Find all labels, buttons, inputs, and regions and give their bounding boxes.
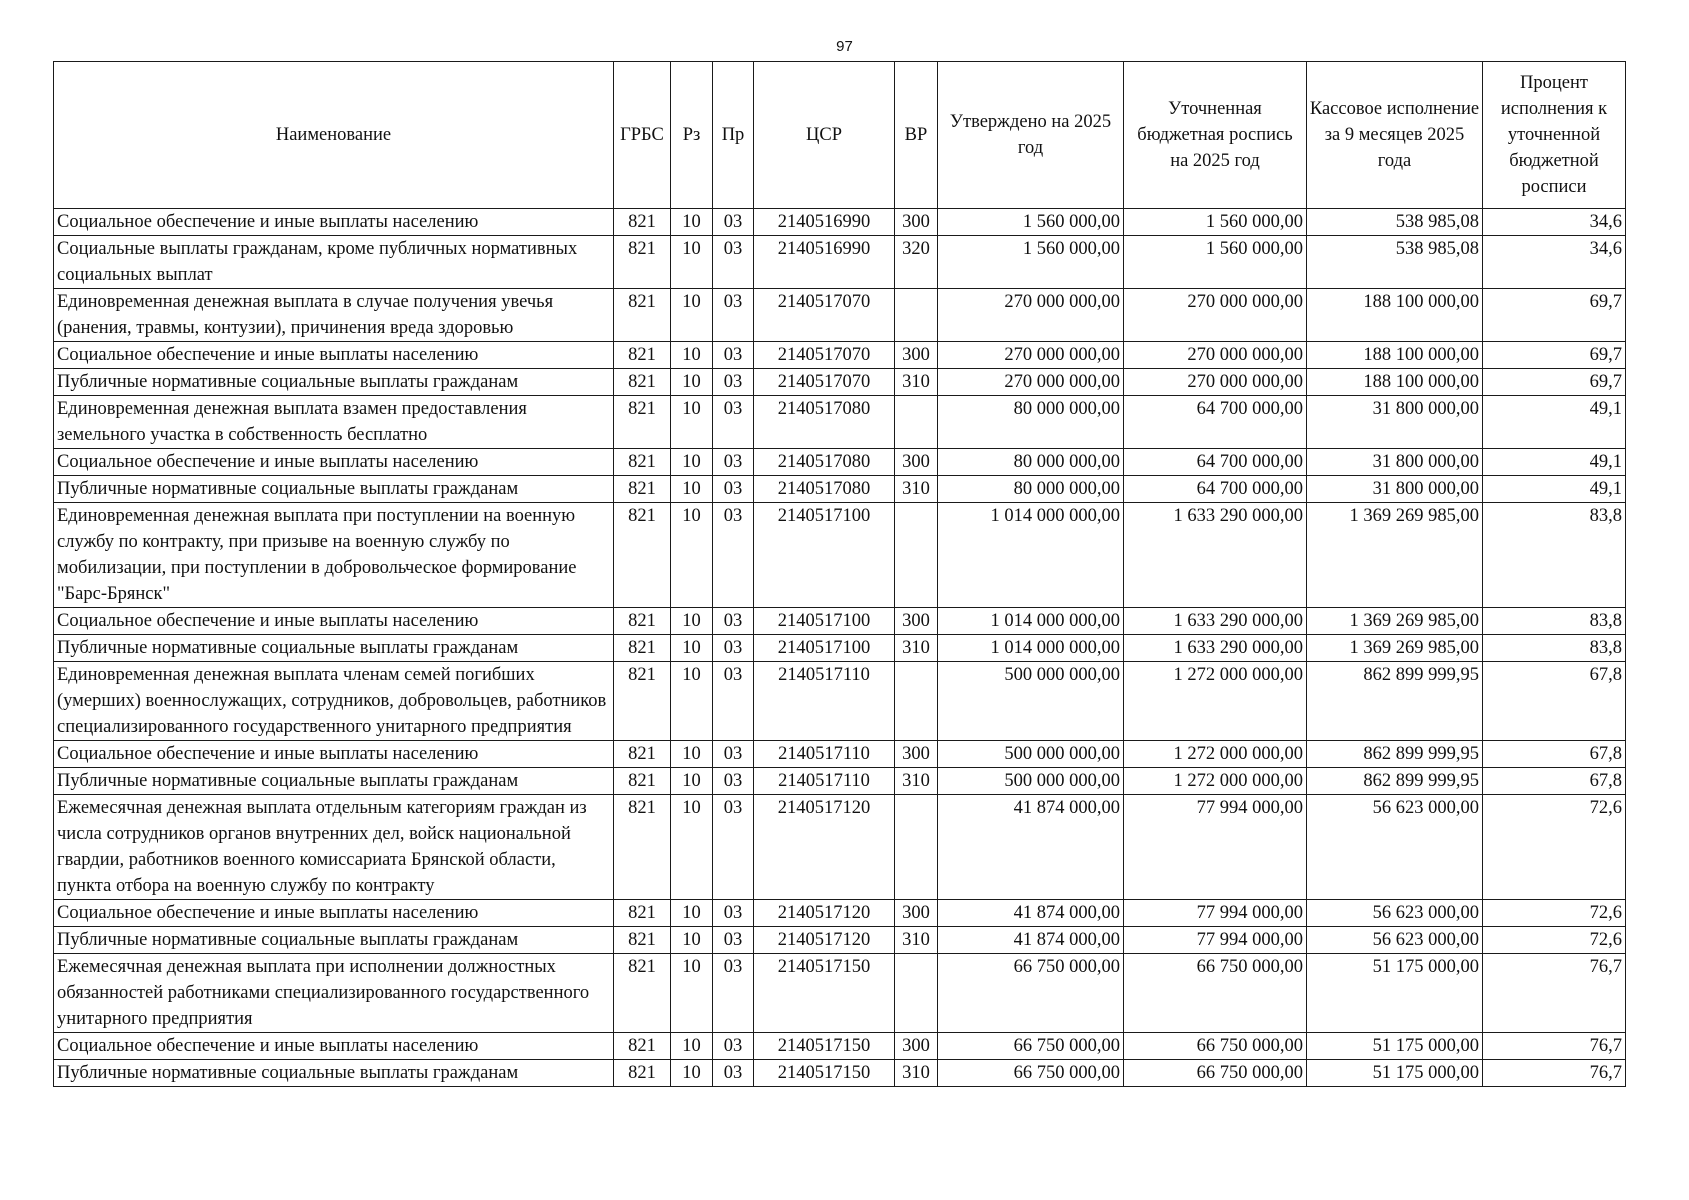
cell-refined: 1 560 000,00 (1124, 209, 1307, 236)
cell-approved: 66 750 000,00 (938, 1033, 1124, 1060)
cell-pr: 03 (713, 608, 754, 635)
cell-percent: 34,6 (1483, 209, 1626, 236)
cell-name: Единовременная денежная выплата в случае получения увечья (ранения, травмы, контузии), причинения вреда здоровью (54, 289, 614, 342)
cell-grbs: 821 (614, 927, 671, 954)
cell-approved: 500 000 000,00 (938, 768, 1124, 795)
cell-refined: 1 560 000,00 (1124, 236, 1307, 289)
cell-csr: 2140517100 (754, 635, 895, 662)
cell-csr: 2140517110 (754, 662, 895, 741)
cell-percent: 67,8 (1483, 768, 1626, 795)
cell-grbs: 821 (614, 954, 671, 1033)
cell-csr: 2140517150 (754, 1060, 895, 1087)
cell-rz: 10 (671, 1060, 713, 1087)
header-vr: ВР (895, 62, 938, 209)
cell-pr: 03 (713, 396, 754, 449)
table-row (54, 768, 1626, 795)
cell-percent: 83,8 (1483, 608, 1626, 635)
cell-grbs: 821 (614, 449, 671, 476)
cell-percent: 76,7 (1483, 1033, 1626, 1060)
cell-grbs: 821 (614, 476, 671, 503)
table-row (54, 289, 1626, 342)
cell-cash: 862 899 999,95 (1307, 768, 1483, 795)
cell-pr: 03 (713, 768, 754, 795)
cell-vr (895, 662, 938, 741)
cell-vr: 310 (895, 768, 938, 795)
cell-pr: 03 (713, 476, 754, 503)
cell-pr: 03 (713, 369, 754, 396)
table-row (54, 369, 1626, 396)
table-row (54, 1033, 1626, 1060)
cell-vr (895, 795, 938, 900)
cell-approved: 500 000 000,00 (938, 662, 1124, 741)
cell-percent: 49,1 (1483, 476, 1626, 503)
cell-csr: 2140517110 (754, 741, 895, 768)
cell-approved: 1 014 000 000,00 (938, 503, 1124, 608)
cell-grbs: 821 (614, 236, 671, 289)
cell-cash: 56 623 000,00 (1307, 927, 1483, 954)
cell-name: Ежемесячная денежная выплата при исполнении должностных обязанностей работниками специализированного государственного унитарного предприятия (54, 954, 614, 1033)
cell-vr: 310 (895, 1060, 938, 1087)
cell-cash: 1 369 269 985,00 (1307, 635, 1483, 662)
cell-cash: 1 369 269 985,00 (1307, 608, 1483, 635)
cell-percent: 49,1 (1483, 449, 1626, 476)
cell-vr: 300 (895, 342, 938, 369)
cell-approved: 66 750 000,00 (938, 954, 1124, 1033)
cell-percent: 72,6 (1483, 927, 1626, 954)
table-row (54, 449, 1626, 476)
cell-grbs: 821 (614, 396, 671, 449)
header-pr: Пр (713, 62, 754, 209)
cell-pr: 03 (713, 795, 754, 900)
cell-rz: 10 (671, 1033, 713, 1060)
cell-cash: 56 623 000,00 (1307, 900, 1483, 927)
header-refined: Уточненная бюджетная роспись на 2025 год (1124, 62, 1307, 209)
header-percent: Процент исполнения к уточненной бюджетной росписи (1483, 62, 1626, 209)
cell-approved: 80 000 000,00 (938, 449, 1124, 476)
cell-percent: 67,8 (1483, 741, 1626, 768)
cell-pr: 03 (713, 927, 754, 954)
cell-name: Публичные нормативные социальные выплаты гражданам (54, 476, 614, 503)
cell-csr: 2140516990 (754, 236, 895, 289)
cell-percent: 69,7 (1483, 342, 1626, 369)
cell-vr: 310 (895, 369, 938, 396)
cell-csr: 2140517100 (754, 503, 895, 608)
cell-cash: 51 175 000,00 (1307, 1033, 1483, 1060)
cell-grbs: 821 (614, 1033, 671, 1060)
cell-name: Социальное обеспечение и иные выплаты населению (54, 608, 614, 635)
cell-rz: 10 (671, 927, 713, 954)
cell-vr: 300 (895, 608, 938, 635)
cell-cash: 188 100 000,00 (1307, 289, 1483, 342)
cell-grbs: 821 (614, 741, 671, 768)
cell-csr: 2140517110 (754, 768, 895, 795)
cell-refined: 77 994 000,00 (1124, 900, 1307, 927)
cell-refined: 1 633 290 000,00 (1124, 635, 1307, 662)
cell-grbs: 821 (614, 369, 671, 396)
cell-vr: 300 (895, 1033, 938, 1060)
cell-approved: 1 014 000 000,00 (938, 635, 1124, 662)
table-row (54, 608, 1626, 635)
cell-pr: 03 (713, 449, 754, 476)
cell-rz: 10 (671, 608, 713, 635)
cell-refined: 1 633 290 000,00 (1124, 608, 1307, 635)
cell-rz: 10 (671, 236, 713, 289)
header-rz: Рз (671, 62, 713, 209)
cell-approved: 41 874 000,00 (938, 927, 1124, 954)
table-row (54, 236, 1626, 289)
cell-grbs: 821 (614, 662, 671, 741)
cell-approved: 1 560 000,00 (938, 236, 1124, 289)
cell-csr: 2140517080 (754, 476, 895, 503)
cell-vr (895, 289, 938, 342)
cell-refined: 66 750 000,00 (1124, 1060, 1307, 1087)
cell-grbs: 821 (614, 289, 671, 342)
cell-cash: 1 369 269 985,00 (1307, 503, 1483, 608)
table-row (54, 741, 1626, 768)
cell-refined: 64 700 000,00 (1124, 476, 1307, 503)
cell-csr: 2140517080 (754, 449, 895, 476)
cell-rz: 10 (671, 342, 713, 369)
cell-rz: 10 (671, 503, 713, 608)
cell-name: Социальное обеспечение и иные выплаты населению (54, 209, 614, 236)
cell-pr: 03 (713, 900, 754, 927)
cell-name: Единовременная денежная выплата членам семей погибших (умерших) военнослужащих, сотрудников, добровольцев, работников специализированного государственного унитарного предприятия (54, 662, 614, 741)
table-row (54, 900, 1626, 927)
cell-vr: 310 (895, 927, 938, 954)
table-row (54, 342, 1626, 369)
table-row (54, 503, 1626, 608)
cell-pr: 03 (713, 662, 754, 741)
cell-refined: 1 272 000 000,00 (1124, 741, 1307, 768)
cell-vr: 300 (895, 741, 938, 768)
cell-csr: 2140516990 (754, 209, 895, 236)
cell-approved: 500 000 000,00 (938, 741, 1124, 768)
cell-refined: 1 633 290 000,00 (1124, 503, 1307, 608)
cell-grbs: 821 (614, 503, 671, 608)
cell-vr: 300 (895, 900, 938, 927)
cell-rz: 10 (671, 449, 713, 476)
cell-grbs: 821 (614, 608, 671, 635)
cell-percent: 72,6 (1483, 795, 1626, 900)
cell-csr: 2140517120 (754, 900, 895, 927)
cell-cash: 31 800 000,00 (1307, 476, 1483, 503)
cell-refined: 77 994 000,00 (1124, 927, 1307, 954)
cell-percent: 34,6 (1483, 236, 1626, 289)
cell-refined: 1 272 000 000,00 (1124, 662, 1307, 741)
cell-csr: 2140517100 (754, 608, 895, 635)
cell-grbs: 821 (614, 209, 671, 236)
cell-name: Социальное обеспечение и иные выплаты населению (54, 449, 614, 476)
cell-pr: 03 (713, 236, 754, 289)
table-row (54, 795, 1626, 900)
cell-refined: 77 994 000,00 (1124, 795, 1307, 900)
cell-name: Социальное обеспечение и иные выплаты населению (54, 1033, 614, 1060)
cell-cash: 188 100 000,00 (1307, 342, 1483, 369)
cell-rz: 10 (671, 396, 713, 449)
cell-grbs: 821 (614, 635, 671, 662)
cell-vr: 300 (895, 209, 938, 236)
cell-cash: 31 800 000,00 (1307, 396, 1483, 449)
header-row (54, 62, 1626, 209)
cell-cash: 538 985,08 (1307, 209, 1483, 236)
table-row (54, 662, 1626, 741)
cell-name: Публичные нормативные социальные выплаты гражданам (54, 927, 614, 954)
cell-csr: 2140517070 (754, 342, 895, 369)
cell-percent: 76,7 (1483, 954, 1626, 1033)
cell-rz: 10 (671, 635, 713, 662)
cell-percent: 49,1 (1483, 396, 1626, 449)
table-row (54, 635, 1626, 662)
cell-rz: 10 (671, 768, 713, 795)
header-name: Наименование (54, 62, 614, 209)
page-number: 97 (836, 38, 853, 55)
cell-cash: 188 100 000,00 (1307, 369, 1483, 396)
cell-name: Социальные выплаты гражданам, кроме публичных нормативных социальных выплат (54, 236, 614, 289)
cell-percent: 69,7 (1483, 289, 1626, 342)
cell-cash: 862 899 999,95 (1307, 741, 1483, 768)
cell-csr: 2140517120 (754, 795, 895, 900)
cell-pr: 03 (713, 289, 754, 342)
cell-name: Ежемесячная денежная выплата отдельным категориям граждан из числа сотрудников органов внутренних дел, войск национальной гвардии, работников военного комиссариата Брянской области, пункта отбора на военную службу по контракту (54, 795, 614, 900)
cell-rz: 10 (671, 476, 713, 503)
cell-approved: 66 750 000,00 (938, 1060, 1124, 1087)
cell-rz: 10 (671, 289, 713, 342)
cell-vr: 320 (895, 236, 938, 289)
cell-cash: 538 985,08 (1307, 236, 1483, 289)
cell-refined: 270 000 000,00 (1124, 369, 1307, 396)
cell-name: Единовременная денежная выплата при поступлении на военную службу по контракту, при призыве на военную службу по мобилизации, при поступлении в добровольческое формирование "Барс-Брянск" (54, 503, 614, 608)
cell-csr: 2140517150 (754, 954, 895, 1033)
cell-pr: 03 (713, 503, 754, 608)
cell-pr: 03 (713, 342, 754, 369)
cell-csr: 2140517120 (754, 927, 895, 954)
table-row (54, 396, 1626, 449)
header-grbs: ГРБС (614, 62, 671, 209)
cell-pr: 03 (713, 209, 754, 236)
cell-cash: 56 623 000,00 (1307, 795, 1483, 900)
cell-refined: 64 700 000,00 (1124, 396, 1307, 449)
cell-grbs: 821 (614, 342, 671, 369)
cell-name: Единовременная денежная выплата взамен предоставления земельного участка в собственность бесплатно (54, 396, 614, 449)
cell-cash: 51 175 000,00 (1307, 954, 1483, 1033)
cell-vr: 300 (895, 449, 938, 476)
cell-name: Социальное обеспечение и иные выплаты населению (54, 741, 614, 768)
cell-name: Публичные нормативные социальные выплаты гражданам (54, 369, 614, 396)
cell-approved: 270 000 000,00 (938, 289, 1124, 342)
cell-grbs: 821 (614, 768, 671, 795)
cell-name: Социальное обеспечение и иные выплаты населению (54, 342, 614, 369)
cell-percent: 76,7 (1483, 1060, 1626, 1087)
cell-rz: 10 (671, 741, 713, 768)
cell-percent: 67,8 (1483, 662, 1626, 741)
cell-pr: 03 (713, 1033, 754, 1060)
cell-refined: 66 750 000,00 (1124, 1033, 1307, 1060)
header-csr: ЦСР (754, 62, 895, 209)
cell-approved: 270 000 000,00 (938, 369, 1124, 396)
cell-approved: 41 874 000,00 (938, 795, 1124, 900)
cell-name: Публичные нормативные социальные выплаты гражданам (54, 635, 614, 662)
cell-cash: 51 175 000,00 (1307, 1060, 1483, 1087)
cell-csr: 2140517150 (754, 1033, 895, 1060)
cell-refined: 270 000 000,00 (1124, 289, 1307, 342)
table-row (54, 209, 1626, 236)
cell-refined: 270 000 000,00 (1124, 342, 1307, 369)
cell-name: Социальное обеспечение и иные выплаты населению (54, 900, 614, 927)
cell-vr: 310 (895, 476, 938, 503)
cell-pr: 03 (713, 1060, 754, 1087)
cell-pr: 03 (713, 635, 754, 662)
cell-percent: 83,8 (1483, 503, 1626, 608)
cell-approved: 41 874 000,00 (938, 900, 1124, 927)
cell-vr (895, 396, 938, 449)
table-header (54, 62, 1626, 209)
cell-cash: 862 899 999,95 (1307, 662, 1483, 741)
table-row (54, 476, 1626, 503)
cell-pr: 03 (713, 741, 754, 768)
table-row (54, 954, 1626, 1033)
cell-pr: 03 (713, 954, 754, 1033)
header-approved: Утверждено на 2025 год (938, 62, 1124, 209)
cell-rz: 10 (671, 369, 713, 396)
header-cash: Кассовое исполнение за 9 месяцев 2025 года (1307, 62, 1483, 209)
cell-rz: 10 (671, 900, 713, 927)
table-row (54, 927, 1626, 954)
cell-vr (895, 954, 938, 1033)
cell-approved: 270 000 000,00 (938, 342, 1124, 369)
cell-csr: 2140517070 (754, 289, 895, 342)
cell-percent: 69,7 (1483, 369, 1626, 396)
table-row (54, 1060, 1626, 1087)
cell-cash: 31 800 000,00 (1307, 449, 1483, 476)
cell-rz: 10 (671, 662, 713, 741)
cell-rz: 10 (671, 954, 713, 1033)
cell-grbs: 821 (614, 1060, 671, 1087)
cell-name: Публичные нормативные социальные выплаты гражданам (54, 768, 614, 795)
cell-grbs: 821 (614, 795, 671, 900)
cell-name: Публичные нормативные социальные выплаты гражданам (54, 1060, 614, 1087)
budget-execution-table (53, 61, 1626, 1087)
table-body (54, 209, 1626, 1087)
cell-approved: 1 560 000,00 (938, 209, 1124, 236)
cell-refined: 1 272 000 000,00 (1124, 768, 1307, 795)
cell-refined: 64 700 000,00 (1124, 449, 1307, 476)
cell-percent: 72,6 (1483, 900, 1626, 927)
cell-approved: 80 000 000,00 (938, 476, 1124, 503)
cell-vr: 310 (895, 635, 938, 662)
cell-csr: 2140517080 (754, 396, 895, 449)
cell-refined: 66 750 000,00 (1124, 954, 1307, 1033)
cell-percent: 83,8 (1483, 635, 1626, 662)
cell-approved: 1 014 000 000,00 (938, 608, 1124, 635)
cell-rz: 10 (671, 795, 713, 900)
cell-grbs: 821 (614, 900, 671, 927)
cell-approved: 80 000 000,00 (938, 396, 1124, 449)
cell-rz: 10 (671, 209, 713, 236)
cell-vr (895, 503, 938, 608)
cell-csr: 2140517070 (754, 369, 895, 396)
